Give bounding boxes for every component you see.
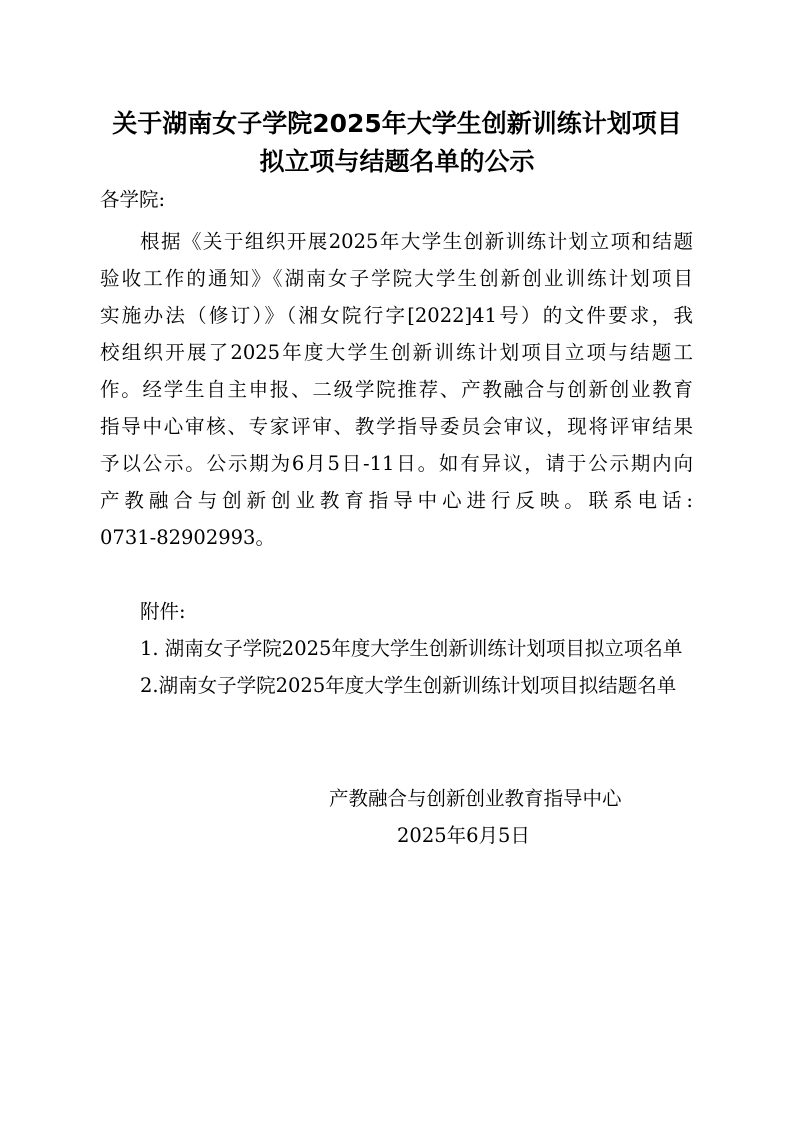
attachment-item: 1. 湖南女子学院2025年度大学生创新训练计划项目拟立项名单 <box>140 637 683 660</box>
signature-date: 2025年6月5日 <box>397 824 530 847</box>
body-line: 实施办法（修订）》（湘女院行字[2022]41号）的文件要求，我 <box>100 304 693 327</box>
body-line: 校组织开展了2025年度大学生创新训练计划项目立项与结题工 <box>100 341 693 364</box>
body-line: 根据《关于组织开展2025年大学生创新训练计划立项和结题 <box>140 230 693 253</box>
signature-organization: 产教融合与创新创业教育指导中心 <box>329 787 622 810</box>
salutation: 各学院: <box>100 188 166 211</box>
body-line: 产教融合与创新创业教育指导中心进行反映。联系电话: <box>100 489 693 512</box>
attachment-item: 2.湖南女子学院2025年度大学生创新训练计划项目拟结题名单 <box>140 674 677 697</box>
document-title-line-2: 拟立项与结题名单的公示 <box>259 147 535 176</box>
attachments-label: 附件: <box>140 600 186 623</box>
body-line: 指导中心审核、专家评审、教学指导委员会审议，现将评审结果 <box>100 415 693 438</box>
body-line: 验收工作的通知》《湖南女子学院大学生创新创业训练计划项目 <box>100 267 693 290</box>
body-line: 作。经学生自主申报、二级学院推荐、产教融合与创新创业教育 <box>100 378 693 401</box>
body-line: 予以公示。公示期为6月5日-11日。如有异议，请于公示期内向 <box>100 452 693 475</box>
body-line: 0731-82902993。 <box>100 526 275 549</box>
document-title-line-1: 关于湖南女子学院2025年大学生创新训练计划项目 <box>112 109 682 138</box>
